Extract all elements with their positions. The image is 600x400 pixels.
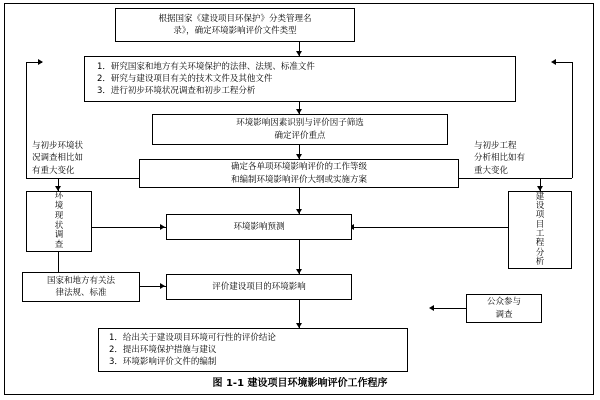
annotation-left-note <box>32 140 118 177</box>
annotation-right-line-2: 分析相比如有 <box>474 153 526 164</box>
node-conclusion <box>98 328 408 372</box>
node-eng-analysis-line-2: 设 <box>535 200 545 211</box>
connector-right-loop-top <box>556 62 572 63</box>
node-public-participation <box>466 294 542 323</box>
arrowhead-public-to-evaluate <box>429 305 434 311</box>
node-classify-project <box>115 8 355 42</box>
annotation-right-line-3: 重大变化 <box>474 165 509 176</box>
arrowhead-status-survey-to-evaluate <box>160 283 165 289</box>
annotation-left-line-3: 有重大变化 <box>32 165 75 176</box>
node-status-survey-line-1: 环 <box>54 191 64 202</box>
node-eng-analysis-line-6: 程 <box>535 238 545 249</box>
annotation-right-note <box>474 140 570 177</box>
node-evaluate-line-1: 评价建设项目的环境影响 <box>212 281 306 292</box>
connector-public-to-evaluate <box>432 308 466 309</box>
node-study-line-1: 1．研究国家和地方有关环境保护的法律、法规、标准文件 <box>97 61 315 72</box>
node-predict-line-1: 环境影响预测 <box>233 221 285 232</box>
node-classify-line-2: 录》，确定环境影响评价文件类型 <box>173 26 297 36</box>
figure-caption: 图 1-1 建设项目环境影响评价工作程序 <box>212 378 388 389</box>
node-eng-analysis-line-4: 目 <box>535 219 545 230</box>
annotation-right-line-1: 与初步工程 <box>474 141 517 151</box>
node-study-line-2: 2．研究与建设项目有关的技术文件及其他文件 <box>97 73 273 84</box>
annotation-left-line-1: 与初步环境状 <box>32 141 84 151</box>
node-public-line-2: 调查 <box>495 309 513 320</box>
node-study-documents <box>84 56 516 102</box>
node-eng-analysis-line-3: 项 <box>535 210 545 221</box>
node-conclusion-line-3: 3．环境影响评价文件的编制 <box>109 357 217 368</box>
node-laws-standards <box>22 272 140 302</box>
node-work-grade <box>139 159 459 188</box>
annotation-left-line-2: 况调查相比如 <box>32 153 84 164</box>
node-laws-line-2: 律法规、标准 <box>55 288 107 298</box>
connector-right-loop-bottom <box>459 178 572 179</box>
node-grade-line-2: 和编制环境影响评价大纲或实施方案 <box>230 174 367 185</box>
connector-eng-analysis-to-predict <box>352 227 508 228</box>
arrowhead-left-loop-to-study <box>38 59 43 65</box>
node-engineering-analysis <box>508 191 572 269</box>
arrowhead-right-loop-to-study <box>551 59 556 65</box>
node-status-survey-line-6: 查 <box>54 240 64 251</box>
node-evaluate-impact <box>166 274 352 300</box>
node-eng-analysis-line-7: 分 <box>535 247 545 258</box>
node-conclusion-line-1: 1．给出关于建设项目环境可行性的评价结论 <box>109 332 276 343</box>
node-status-survey-line-3: 现 <box>54 210 64 221</box>
connector-left-loop-vertical <box>26 62 27 178</box>
connector-left-loop-bottom <box>26 178 139 179</box>
node-identify-line-1: 环境影响因素识别与评价因子筛选 <box>236 118 364 129</box>
node-study-line-3: 3．进行初步环境状况调查和初步工程分析 <box>97 86 256 97</box>
connector-right-loop-vertical <box>572 62 573 178</box>
node-public-line-1: 公众参与 <box>486 297 521 308</box>
connector-status-survey-to-predict <box>92 227 166 228</box>
node-status-survey-line-2: 境 <box>54 200 64 211</box>
node-conclusion-line-2: 2．提出环境保护措施与建议 <box>109 344 217 355</box>
node-identify-factors <box>152 114 448 145</box>
node-grade-line-1: 确定各单项环境影响评价的工作等级 <box>230 162 367 173</box>
node-identify-line-2: 确定评价重点 <box>274 130 326 141</box>
node-status-survey <box>26 191 92 252</box>
node-impact-prediction <box>166 214 352 240</box>
node-eng-analysis-line-5: 工 <box>535 229 545 239</box>
node-eng-analysis-line-8: 析 <box>535 257 545 268</box>
node-eng-analysis-line-1: 建 <box>535 191 545 202</box>
node-status-survey-line-5: 调 <box>54 230 64 241</box>
node-classify-line-1: 根据国家《建设项目环保护》分类管理名 <box>158 13 312 24</box>
arrowhead-status-survey-to-predict <box>160 224 165 230</box>
node-laws-line-1: 国家和地方有关法 <box>46 275 115 286</box>
node-status-survey-line-4: 状 <box>54 220 64 231</box>
